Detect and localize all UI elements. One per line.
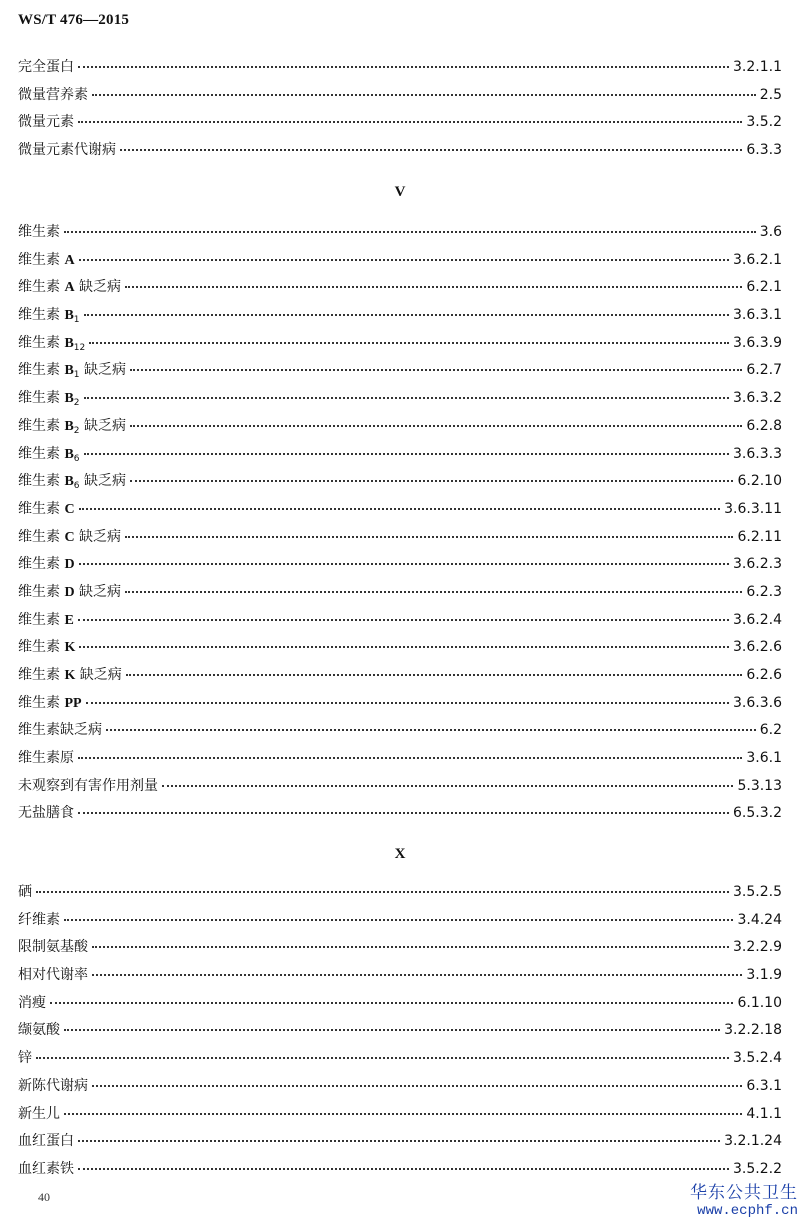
index-entry — [18, 909, 782, 937]
term-text: 维生素原 — [18, 750, 74, 767]
term-vitamin-letter: PP — [64, 695, 82, 711]
dot-leader — [79, 259, 729, 261]
term-vitamin-letter: B — [64, 391, 74, 407]
index-term — [18, 936, 88, 956]
index-entry — [18, 964, 782, 992]
term-suffix: 缺乏病 — [75, 667, 122, 683]
term-vitamin-letter: K — [64, 640, 76, 656]
clause-reference: 3.5.2 — [746, 114, 782, 131]
dot-leader — [125, 591, 742, 593]
term-text: 纤维素 — [18, 911, 60, 928]
index-term — [18, 84, 88, 104]
index-entry — [18, 249, 782, 277]
dot-leader — [36, 1057, 729, 1059]
index-term — [18, 56, 74, 76]
dot-leader — [92, 946, 729, 948]
term-text: 维生素 — [18, 417, 65, 434]
term-suffix: 缺乏病 — [79, 473, 126, 490]
dot-leader — [50, 1002, 733, 1004]
term-vitamin-letter: D — [64, 557, 75, 573]
clause-reference: 6.2.6 — [746, 667, 782, 683]
term-suffix: 缺乏病 — [79, 417, 126, 434]
index-entry — [18, 1075, 782, 1103]
term-vitamin-letter: A — [64, 280, 75, 296]
term-text: 维生素 — [18, 528, 65, 545]
index-term — [18, 1130, 74, 1150]
term-text: 完全蛋白 — [18, 59, 74, 75]
dot-leader — [130, 480, 733, 482]
dot-leader — [78, 66, 729, 68]
term-vitamin-letter: B — [64, 335, 74, 351]
index-entry — [18, 276, 782, 304]
index-term — [18, 802, 74, 822]
clause-reference: 2.5 — [759, 86, 782, 103]
term-suffix: 缺乏病 — [79, 362, 126, 379]
dot-leader — [84, 314, 729, 316]
term-text: 微量营养素 — [18, 86, 88, 103]
clause-reference: 3.6.2.3 — [733, 556, 782, 573]
index-term — [18, 581, 121, 601]
clause-reference: 6.2.7 — [746, 362, 782, 379]
index-term — [18, 636, 75, 656]
term-suffix: 缺乏病 — [74, 528, 122, 545]
index-term — [18, 775, 158, 795]
clause-reference: 5.3.13 — [737, 777, 782, 794]
index-entry — [18, 775, 782, 803]
index-term — [18, 747, 74, 767]
dot-leader — [130, 369, 742, 371]
index-entry — [18, 664, 782, 692]
index-term — [18, 332, 85, 352]
index-entry — [18, 1047, 782, 1075]
page-number: 40 — [38, 1190, 50, 1204]
index-term — [18, 526, 121, 546]
dot-leader — [36, 891, 729, 893]
index-entry — [18, 1158, 782, 1186]
index-term — [18, 664, 122, 684]
index-entry — [18, 1103, 782, 1131]
index-term — [18, 1075, 88, 1095]
dot-leader — [120, 149, 742, 151]
index-section-continued — [18, 56, 782, 167]
dot-leader — [84, 453, 729, 455]
term-text: 维生素 — [18, 500, 65, 517]
clause-reference: 3.6.2.6 — [733, 639, 782, 656]
index-term — [18, 221, 60, 241]
term-vitamin-letter: D — [64, 584, 75, 600]
index-entry — [18, 84, 782, 112]
clause-reference: 3.2.2.18 — [724, 1022, 782, 1039]
term-text: 维生素 — [18, 611, 65, 628]
term-suffix: 缺乏病 — [74, 583, 122, 600]
document-header: WS/T 476—2015 — [18, 12, 130, 28]
index-section-x — [18, 881, 782, 1186]
term-text: 维生素 — [18, 667, 65, 683]
section-letter-x: X — [394, 846, 406, 862]
term-text: 缬氨酸 — [18, 1022, 60, 1039]
index-entry — [18, 526, 782, 554]
clause-reference: 4.1.1 — [746, 1105, 782, 1122]
term-text: 未观察到有害作用剂量 — [18, 777, 158, 794]
term-text: 微量元素代谢病 — [18, 142, 116, 159]
index-term — [18, 719, 102, 739]
index-entry — [18, 581, 782, 609]
dot-leader — [64, 231, 756, 233]
dot-leader — [92, 974, 742, 976]
term-subscript: 1 — [73, 315, 80, 326]
term-text: 血红素铁 — [18, 1160, 74, 1177]
clause-reference: 6.3.3 — [746, 142, 782, 159]
dot-leader — [64, 1029, 720, 1031]
index-entry — [18, 332, 782, 360]
index-term — [18, 470, 126, 490]
term-text: 维生素 — [18, 334, 65, 351]
index-entry — [18, 387, 782, 415]
index-entry — [18, 609, 782, 637]
dot-leader — [79, 563, 729, 565]
clause-reference: 3.2.1.24 — [724, 1133, 782, 1150]
term-text: 无盐膳食 — [18, 805, 74, 822]
index-entry — [18, 802, 782, 830]
index-term — [18, 992, 46, 1012]
clause-reference: 6.3.1 — [746, 1077, 782, 1094]
index-term — [18, 964, 88, 984]
clause-reference: 6.5.3.2 — [733, 805, 782, 822]
dot-leader — [78, 757, 742, 759]
clause-reference: 6.2.1 — [746, 279, 782, 296]
term-text: 新生儿 — [18, 1105, 60, 1122]
watermark — [690, 1178, 798, 1219]
dot-leader — [79, 508, 721, 510]
index-section-v — [18, 221, 782, 830]
term-text: 维生素 — [18, 307, 65, 324]
index-entry — [18, 221, 782, 249]
term-text: 维生素 — [18, 390, 65, 407]
term-text: 维生素 — [18, 445, 65, 462]
dot-leader — [125, 536, 733, 538]
dot-leader — [86, 702, 729, 704]
index-term — [18, 443, 80, 463]
clause-reference: 3.5.2.2 — [733, 1160, 782, 1177]
dot-leader — [64, 1113, 742, 1115]
term-vitamin-letter: B — [64, 446, 74, 462]
clause-reference: 3.4.24 — [737, 911, 782, 928]
index-term — [18, 111, 74, 131]
index-term — [18, 1047, 32, 1067]
index-entry — [18, 304, 782, 332]
index-entry — [18, 470, 782, 498]
dot-leader — [92, 94, 756, 96]
clause-reference: 3.6.3.11 — [724, 500, 782, 517]
dot-leader — [78, 1168, 729, 1170]
index-term — [18, 692, 82, 712]
term-text: 硒 — [18, 884, 32, 900]
dot-leader — [79, 646, 729, 648]
index-term — [18, 1019, 60, 1039]
index-term — [18, 498, 75, 518]
clause-reference: 3.6.3.2 — [733, 390, 782, 407]
clause-reference: 3.1.9 — [746, 967, 782, 984]
index-entry — [18, 498, 782, 526]
index-entry — [18, 443, 782, 471]
term-text: 维生素 — [18, 583, 65, 600]
term-subscript: 2 — [73, 398, 80, 409]
clause-reference: 6.2 — [759, 722, 782, 739]
term-vitamin-letter: B — [64, 308, 74, 324]
index-term — [18, 387, 80, 407]
index-term — [18, 609, 74, 629]
dot-leader — [89, 342, 729, 344]
clause-reference: 6.2.3 — [746, 583, 782, 600]
clause-reference: 3.5.2.4 — [733, 1050, 782, 1067]
term-subscript: 12 — [73, 342, 86, 353]
index-term — [18, 415, 126, 435]
clause-reference: 3.2.2.9 — [733, 939, 782, 956]
term-text: 维生素 — [18, 639, 65, 656]
term-subscript: 1 — [73, 370, 80, 381]
index-entry — [18, 992, 782, 1020]
index-entry — [18, 719, 782, 747]
term-suffix: 缺乏病 — [74, 279, 122, 296]
dot-leader — [125, 286, 742, 288]
term-text: 限制氨基酸 — [18, 939, 88, 956]
clause-reference: 6.1.10 — [737, 994, 782, 1011]
dot-leader — [78, 619, 729, 621]
dot-leader — [130, 425, 742, 427]
index-term — [18, 359, 126, 379]
index-entry — [18, 111, 782, 139]
index-term — [18, 139, 116, 159]
term-text: 维生素 — [18, 251, 65, 268]
term-text: 新陈代谢病 — [18, 1077, 88, 1094]
index-entry — [18, 553, 782, 581]
watermark-url: www.ecphf.cn — [697, 1203, 798, 1219]
term-vitamin-letter: K — [64, 668, 76, 683]
dot-leader — [78, 1140, 720, 1142]
dot-leader — [84, 397, 729, 399]
dot-leader — [126, 674, 743, 676]
term-subscript: 2 — [73, 425, 80, 436]
index-term — [18, 1158, 74, 1178]
term-text: 微量元素 — [18, 114, 74, 131]
index-entry — [18, 359, 782, 387]
term-text: 锌 — [18, 1050, 32, 1067]
term-text: 维生素 — [18, 473, 65, 490]
dot-leader — [92, 1085, 742, 1087]
clause-reference: 3.6.2.1 — [733, 251, 782, 268]
term-text: 维生素 — [18, 224, 60, 240]
clause-reference: 3.6.1 — [746, 750, 782, 767]
index-term — [18, 553, 75, 573]
dot-leader — [78, 812, 729, 814]
term-subscript: 6 — [73, 481, 80, 492]
index-entry — [18, 1019, 782, 1047]
clause-reference: 3.2.1.1 — [733, 59, 782, 75]
term-subscript: 6 — [73, 453, 80, 464]
term-text: 维生素缺乏病 — [18, 722, 102, 739]
index-term — [18, 881, 32, 901]
dot-leader — [162, 785, 733, 787]
index-entry — [18, 747, 782, 775]
index-entry — [18, 936, 782, 964]
term-text: 维生素 — [18, 279, 65, 296]
section-letter-v: V — [394, 184, 406, 200]
term-vitamin-letter: B — [64, 474, 74, 490]
clause-reference: 3.6.3.1 — [733, 307, 782, 324]
term-text: 维生素 — [18, 556, 65, 573]
index-entry — [18, 692, 782, 720]
index-term — [18, 909, 60, 929]
index-term — [18, 249, 75, 269]
term-vitamin-letter: A — [64, 252, 75, 268]
watermark-title: 华东公共卫生 — [690, 1183, 798, 1203]
clause-reference: 6.2.10 — [737, 473, 782, 490]
index-entry — [18, 415, 782, 443]
dot-leader — [78, 121, 742, 123]
dot-leader — [106, 729, 756, 731]
term-text: 维生素 — [18, 362, 65, 379]
clause-reference: 3.6.3.6 — [733, 694, 782, 711]
clause-reference: 3.5.2.5 — [733, 884, 782, 900]
term-text: 维生素 — [18, 694, 65, 711]
clause-reference: 3.6.3.3 — [733, 445, 782, 462]
index-entry — [18, 139, 782, 167]
index-entry — [18, 636, 782, 664]
term-vitamin-letter: B — [64, 363, 74, 379]
index-term — [18, 304, 80, 324]
dot-leader — [64, 919, 733, 921]
clause-reference: 3.6 — [759, 224, 782, 240]
clause-reference: 6.2.11 — [737, 528, 782, 545]
clause-reference: 6.2.8 — [746, 417, 782, 434]
index-entry — [18, 1130, 782, 1158]
clause-reference: 3.6.3.9 — [733, 334, 782, 351]
term-vitamin-letter: C — [64, 501, 75, 517]
index-entry — [18, 881, 782, 909]
term-vitamin-letter: E — [64, 612, 74, 628]
clause-reference: 3.6.2.4 — [733, 611, 782, 628]
term-text: 相对代谢率 — [18, 967, 88, 984]
term-vitamin-letter: C — [64, 529, 75, 545]
index-term — [18, 276, 121, 296]
index-term — [18, 1103, 60, 1123]
term-text: 血红蛋白 — [18, 1133, 74, 1150]
term-text: 消瘦 — [18, 994, 46, 1011]
term-vitamin-letter: B — [64, 418, 74, 434]
index-entry — [18, 56, 782, 84]
